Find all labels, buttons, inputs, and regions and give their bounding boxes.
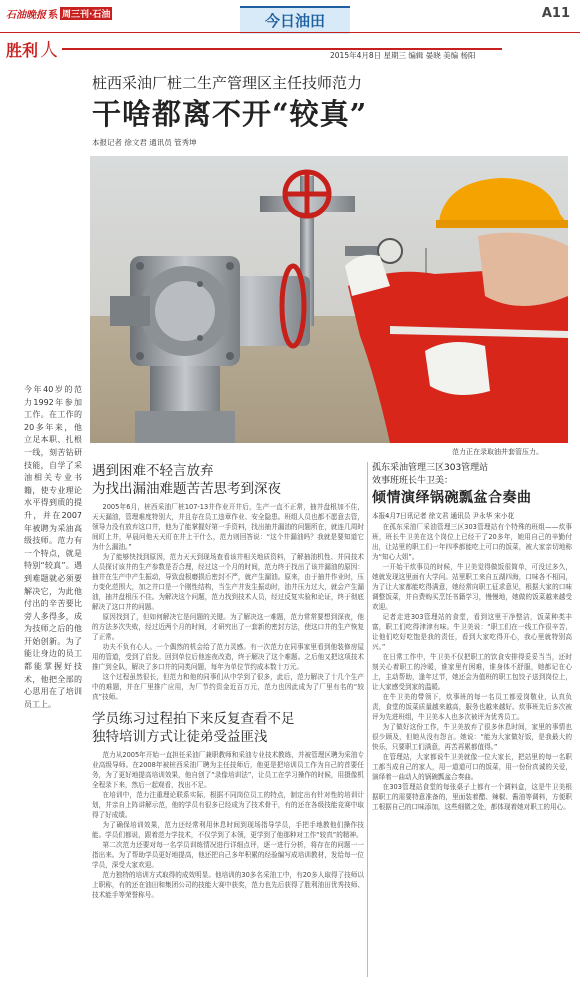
masthead [6, 4, 126, 22]
paragraph: 功夫不负有心人。一个偶然的机会给了范力灵感。有一次范力在同事家里看到他装修房屋用的管道，受到了启发。回到单位后他连夜改造，终于解决了这个难题。之后他又把这项技术推广到全队，解决了多口井的同类问题，每年为单位节约成本数十万元。 [92, 643, 364, 671]
paragraph: 这个过程虽然很长，但范力和他的同事们从中学到了很多，此后，范力解决了十几个生产中的难题，并在厂里推广应用，为厂节约资金近百万元，范力也因此成为了厂里有名的“较真”技师。 [92, 673, 364, 701]
column-title: 胜利 [6, 40, 39, 60]
section1-title: 遇到困难不轻言放弃 [92, 463, 214, 479]
paragraph: 在管理站，大家都说牛卫美就像一位大家长，把站里的每一名职工都当成自己的家人，用一道道可口的饭菜，用一份份真诚的关爱，演绎着一曲动人的锅碗瓢盆合奏曲。 [372, 753, 572, 781]
paragraph: 为了做好这份工作，牛卫美放弃了很多休息时间，家里的事情也很少顾及，但她从没有怨言。她说：“能为大家做好饭，是我最大的快乐，只要职工们满意，再苦再累都值得。” [372, 723, 572, 751]
paragraph: 范力从2005年开始一直担任采油厂兼职教师和采油专业技术教练，并被管理区聘为采油专业高级导师。在2008年被桩西采油厂聘为主任技师后，他更是把培训员工作为自己的首要任务，为了更好地提高培训效果，他自创了“录像培训法”，让员工在学习操作的时候，用摄像机全程录下来，然后一起观看，找出不足。 [92, 751, 364, 789]
header-rule [0, 32, 580, 33]
article-headline: 干啥都离不开“较真” [92, 97, 368, 131]
side-article [372, 462, 572, 812]
paragraph: 为了确保培训效果，范力还经常利用休息时间到现场指导学员，手把手地教他们操作技能。学员们都说，跟着范力学技术，不仅学到了本领，更学到了他那种对工作“较真”的精神。 [92, 821, 364, 839]
side-headline: 倾情演绎锅碗瓢盆合奏曲 [372, 490, 532, 506]
section1-subtitle: 为找出漏油难题苦苦思考到深夜 [92, 481, 281, 497]
photo-caption: 范力正在录取油井套管压力。 [452, 448, 543, 456]
intro-column: 今年40岁的范力1992年参加工作。在工作的20多年来，他立足本职、扎根一线，刻苦钻研技能，自学了采油相关专业书籍，使专业理论水平得到质的提升，并在2007年被聘为采油高级技师。范力有一个特点，就是特别“较真”。遇到难题就必须要解决它，为此他付出的辛苦要比旁人多得多，成为技师之后的他开始创新。为了能让身边的员工都能掌握好技术，他把全部的心思用在了培训员工上。 [24, 385, 82, 709]
paragraph: 范力独特的培训方式取得的成效明显。他培训的30多名采油工中，有20多人取得了技师以上职称，有的还在油田和集团公司的技能大赛中获奖，范力也先后获得了胜利油田优秀技师、技术能手等荣誉称号。 [92, 871, 364, 899]
paragraph: 记者走进303管理站的食堂，看到这里干净整洁，饭菜种类丰富，职工们吃得津津有味。牛卫美说：“职工们在一线工作很辛苦，让他们吃好吃饱是我的责任，看到大家吃得开心，我心里就特别高兴。” [372, 613, 572, 651]
page-number: A11 [541, 6, 570, 21]
paper-system: 系 [48, 9, 58, 21]
edition-tag: 周三刊·石油 [60, 7, 112, 20]
column-divider [367, 462, 368, 977]
section-banner: 今日油田 [240, 6, 350, 34]
paragraph: 一开始干炊事员的时候，牛卫美觉得做饭很简单，可没过多久，她就发现这里面有大学问。站里职工来自五湖四海，口味各不相同，为了让大家都能吃得满意，她经常向职工征求意见，根据大家的口味调整饭菜，并自费购买烹饪书籍学习，慢慢地，她做的饭菜越来越受欢迎。 [372, 563, 572, 611]
side-byline: 本报4月7日讯记者 徐文君 通讯员 尹永华 宋小花 [372, 512, 515, 520]
paragraph: 在牛卫美的带领下，炊事班的每一名员工都爱岗敬业，认真负责，食堂的饭菜质量越来越高，服务也越来越好。炊事班先后多次被评为先进班组，牛卫美本人也多次被评为优秀员工。 [372, 693, 572, 721]
paragraph: 第二次范力还要对每一名学员训练情况进行详细点评，逐一进行分析，将存在的问题一一指出来。为了帮助学员更好地提高，他还把自己多年积累的经验编写成培训教材，发给每一位学员，深受大家欢迎。 [92, 841, 364, 869]
main-article-body [92, 462, 364, 900]
worker-valve-illustration [90, 156, 568, 443]
paragraph: 为了能够快找到原因，范力天天到现场查看该井相关地质资料，了解抽油机性、并同技术人员探讨该井的生产参数是否合理，经过这一个月的时间，范力终于找出了该井漏油的原因：抽井在生产中产生振动，导致盘根磨损后密封不严，就产生漏油。原来，由于抽井作业时，压力变化范围大，加之井口是一个刚性结构，当生产井发生振动时，油井压力过大，就会产生漏油，抽井盘根压不住。为解决这个问题，范力找到技术人员，经过反复实验和论证，终于彻底解决了这口井的问题。 [92, 553, 364, 611]
paragraph: 在303管理站食堂的每张桌子上都有一个调料盒，这是牛卫美根据职工的需要特意准备的，里面装着醋、辣椒、酱油等调料，方便职工根据自己的口味添加，这些细微之处，都体现着她对职工的用心。 [372, 783, 572, 811]
dateline: 2015年4月8日 星期三 编辑 晏晓 美编 杨阳 [330, 51, 476, 60]
section2-subtitle: 独特培训方式让徒弟受益匪浅 [92, 729, 268, 745]
article-byline: 本报记者 徐文君 通讯员 管秀坤 [92, 138, 197, 147]
paragraph: 在培训中，范力注重理论联系实际，根据不同岗位员工的特点，制定出有针对性的培训计划，并亲自上阵讲解示范，他的学员有很多已经成为了技术骨干，有的还在各级技能竞赛中取得了好成绩。 [92, 791, 364, 819]
article-photo [90, 156, 568, 443]
section2-title: 学员练习过程拍下来反复查看不足 [92, 711, 295, 727]
paragraph: 在日常工作中，牛卫美不仅把职工的饮食安排得妥妥当当，还时刻关心着职工的冷暖，谁家里有困难，谁身体不舒服，她都记在心上，主动帮助，逢年过节，她还会为值班的职工包饺子送到岗位上，让大家感受到家的温暖。 [372, 653, 572, 691]
column-symbol: 人 [40, 40, 59, 61]
paper-name: 石油晚报 [6, 9, 46, 21]
paragraph: 原因找到了，但如何解决它是问题的关键。为了解决这一难题，范力常常要想到深夜，他的方法多次失败，经过近两个月的时间，才研究出了一套新的密封方法，使这口井的生产恢复了正常。 [92, 613, 364, 641]
side-kicker: 孤东采油管理三区303管理站 [372, 463, 489, 473]
paragraph: 在孤东采油厂采油管理三区303管理站有个特殊的班组——炊事班，班长牛卫美在这个岗位上已经干了20多年，她用自己的辛勤付出，让站里的职工们一年四季都能吃上可口的饭菜，被大家亲切地称为“知心大姐”。 [372, 523, 572, 561]
article-kicker: 桩西采油厂桩二生产管理区主任技师范力 [92, 74, 363, 92]
paragraph: 2005年6月，桩西采油厂桩107-13井作业开井后，生产一直不正常，抽井盘根加不住，天天漏油，管理难度特别大，并且存在员工违章作业、安全隐患。班组人员也都不愿意去管，领导力没有放弃这口井，他为了能掌握好第一手资料，找出抽井漏油的问题所在，就连几周时间盯上井，早晨问他天天盯在井上干什么，范力则回答说：“这个井漏油吗？我就是要知道它为什么漏油。” [92, 503, 364, 551]
side-kicker-2: 效事班班长牛卫美： [372, 476, 454, 486]
